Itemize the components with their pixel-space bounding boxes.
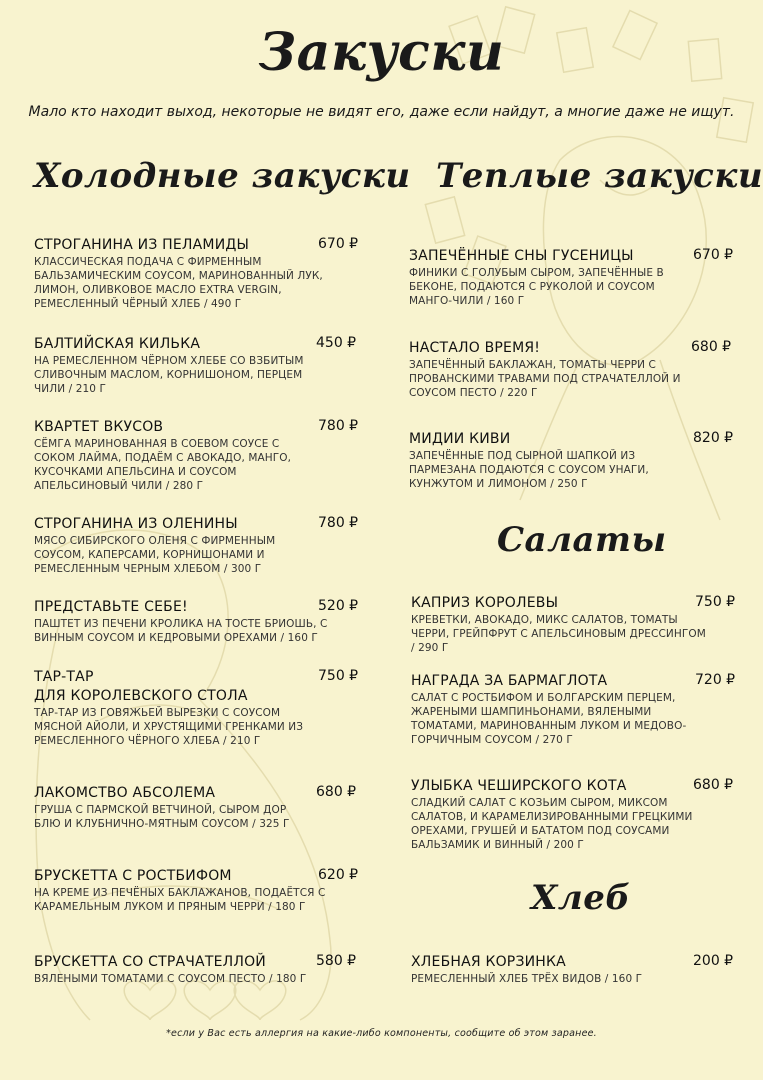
section-heading-cold: Холодные закуски xyxy=(34,156,411,196)
item-name: ПРЕДСТАВЬТЕ СЕБЕ! xyxy=(34,599,188,615)
list-item xyxy=(34,953,314,986)
list-item xyxy=(411,594,711,655)
item-name: УЛЫБКА ЧЕШИРСКОГО КОТА xyxy=(411,778,627,794)
item-price: 680 ₽ xyxy=(691,339,732,355)
list-item xyxy=(411,777,701,852)
item-name: БРУСКЕТТА СО СТРАЧАТЕЛЛОЙ xyxy=(34,954,266,970)
section-heading-bread: Хлеб xyxy=(531,878,631,918)
item-name: БРУСКЕТТА С РОСТБИФОМ xyxy=(34,868,232,884)
item-name-line2: ДЛЯ КОРОЛЕВСКОГО СТОЛА xyxy=(34,688,248,704)
item-name: ТАР-ТАР xyxy=(34,669,94,685)
item-price: 680 ₽ xyxy=(693,777,734,793)
item-description: КРЕВЕТКИ, АВОКАДО, МИКС САЛАТОВ, ТОМАТЫ ЧЕРРИ, ГРЕЙПФРУТ С АПЕЛЬСИНОВЫМ ДРЕССИНГОМ / 290 Г xyxy=(411,614,706,654)
item-description: ГРУША С ПАРМСКОЙ ВЕТЧИНОЙ, СЫРОМ ДОР БЛЮ И КЛУБНИЧНО-МЯТНЫМ СОУСОМ / 325 Г xyxy=(34,804,290,830)
list-item xyxy=(409,339,689,400)
item-description: РЕМЕСЛЕННЫЙ ХЛЕБ ТРЁХ ВИДОВ / 160 Г xyxy=(411,973,643,985)
item-price: 670 ₽ xyxy=(693,247,734,263)
list-item xyxy=(409,430,689,491)
item-name: КВАРТЕТ ВКУСОВ xyxy=(34,419,164,435)
item-name: МИДИИ КИВИ xyxy=(409,431,511,447)
list-item xyxy=(411,672,691,747)
list-item xyxy=(34,598,334,645)
item-name: НАГРАДА ЗА БАРМАГЛОТА xyxy=(411,673,608,689)
list-item xyxy=(34,515,314,576)
item-price: 780 ₽ xyxy=(318,515,359,531)
item-price: 520 ₽ xyxy=(318,598,359,614)
item-description: МЯСО СИБИРСКОГО ОЛЕНЯ С ФИРМЕННЫМ СОУСОМ, КАПЕРСАМИ, КОРНИШОНАМИ И РЕМЕСЛЕННЫМ ЧЕРНЫМ ХЛЕБОМ / 300 Г xyxy=(34,535,276,575)
list-item xyxy=(409,247,689,308)
page-title: Закуски xyxy=(258,22,505,83)
item-price: 670 ₽ xyxy=(318,236,359,252)
item-description: ЗАПЕЧЁННЫЙ БАКЛАЖАН, ТОМАТЫ ЧЕРРИ С ПРОВАНСКИМИ ТРАВАМИ ПОД СТРАЧАТЕЛЛОЙ И СОУСОМ ПЕСТО / 220 Г xyxy=(409,359,681,399)
item-description: ПАШТЕТ ИЗ ПЕЧЕНИ КРОЛИКА НА ТОСТЕ БРИОШЬ, С ВИННЫМ СОУСОМ И КЕДРОВЫМИ ОРЕХАМИ / 160 Г xyxy=(34,618,328,644)
list-item xyxy=(34,335,324,396)
epigraph: Мало кто находит выход, некоторые не видят его, даже если найдут, а многие даже не ищут. xyxy=(28,104,735,120)
item-price: 750 ₽ xyxy=(695,594,736,610)
list-item xyxy=(34,418,304,493)
list-item xyxy=(34,867,334,914)
list-item xyxy=(34,784,304,831)
item-name: НАСТАЛО ВРЕМЯ! xyxy=(409,340,541,356)
item-description: ВЯЛЕНЫМИ ТОМАТАМИ С СОУСОМ ПЕСТО / 180 Г xyxy=(34,973,307,985)
item-description: ТАР-ТАР ИЗ ГОВЯЖЬЕЙ ВЫРЕЗКИ С СОУСОМ МЯСНОЙ АЙОЛИ, И ХРУСТЯЩИМИ ГРЕНКАМИ ИЗ РЕМЕСЛЕННОГО ЧЁРНОГО ХЛЕБА / 210 Г xyxy=(34,707,304,747)
item-price: 450 ₽ xyxy=(316,335,357,351)
item-name: СТРОГАНИНА ИЗ ОЛЕНИНЫ xyxy=(34,516,238,532)
item-description: СЛАДКИЙ САЛАТ С КОЗЬИМ СЫРОМ, МИКСОМ САЛАТОВ, И КАРАМЕЛИЗИРОВАННЫМИ ГРЕЦКИМИ ОРЕХАМИ, ГРУШЕЙ И БАТАТОМ ПОД СОУСАМИ БАЛЬЗАМИК И ВИННЫЙ / 200 Г xyxy=(411,797,693,851)
item-description: ФИНИКИ С ГОЛУБЫМ СЫРОМ, ЗАПЕЧЁННЫЕ В БЕКОНЕ, ПОДАЮТСЯ С РУКОЛОЙ И СОУСОМ МАНГО-ЧИЛИ / 160 Г xyxy=(409,267,664,307)
section-heading-hot: Теплые закуски xyxy=(436,156,763,196)
item-price: 780 ₽ xyxy=(318,418,359,434)
item-price: 200 ₽ xyxy=(693,953,734,969)
item-description: НА КРЕМЕ ИЗ ПЕЧЁНЫХ БАКЛАЖАНОВ, ПОДАЁТСЯ С КАРАМЕЛЬНЫМ ЛУКОМ И ПРЯНЫМ ЧЕРРИ / 180 Г xyxy=(34,887,326,913)
item-name: ЗАПЕЧЁННЫЕ СНЫ ГУСЕНИЦЫ xyxy=(409,248,634,264)
item-price: 720 ₽ xyxy=(695,672,736,688)
item-name: ХЛЕБНАЯ КОРЗИНКА xyxy=(411,954,566,970)
item-description: СЁМГА МАРИНОВАННАЯ В СОЕВОМ СОУСЕ С СОКОМ ЛАЙМА, ПОДАЁМ С АВОКАДО, МАНГО, КУСОЧКАМИ АПЕЛЬСИНА И СОУСОМ АПЕЛЬСИНОВЫЙ ЧИЛИ / 280 Г xyxy=(34,438,292,492)
list-item xyxy=(34,236,324,311)
item-description: САЛАТ С РОСТБИФОМ И БОЛГАРСКИМ ПЕРЦЕМ, ЖАРЕНЫМИ ШАМПИНЬОНАМИ, ВЯЛЕНЫМИ ТОМАТАМИ, МАРИНОВАННЫМ ЛУКОМ И МЕДОВО-ГОРЧИЧНЫМ СОУСОМ / 270 Г xyxy=(411,692,687,746)
item-name: КАПРИЗ КОРОЛЕВЫ xyxy=(411,595,559,611)
list-item xyxy=(411,953,691,986)
item-price: 580 ₽ xyxy=(316,953,357,969)
item-description: НА РЕМЕСЛЕННОМ ЧЁРНОМ ХЛЕБЕ СО ВЗБИТЫМ СЛИВОЧНЫМ МАСЛОМ, КОРНИШОНОМ, ПЕРЦЕМ ЧИЛИ / 210 Г xyxy=(34,355,304,395)
item-price: 680 ₽ xyxy=(316,784,357,800)
list-item xyxy=(34,668,304,748)
item-name: СТРОГАНИНА ИЗ ПЕЛАМИДЫ xyxy=(34,237,250,253)
item-description: ЗАПЕЧЁННЫЕ ПОД СЫРНОЙ ШАПКОЙ ИЗ ПАРМЕЗАНА ПОДАЮТСЯ С СОУСОМ УНАГИ, КУНЖУТОМ И ЛИМОНОМ / 250 Г xyxy=(409,450,649,490)
section-heading-salads: Салаты xyxy=(497,520,667,560)
item-name: БАЛТИЙСКАЯ КИЛЬКА xyxy=(34,336,201,352)
item-price: 820 ₽ xyxy=(693,430,734,446)
item-name: ЛАКОМСТВО АБСОЛЕМА xyxy=(34,785,216,801)
item-price: 750 ₽ xyxy=(318,668,359,684)
allergy-footnote: *если у Вас есть аллергия на какие-либо компоненты, сообщите об этом заранее. xyxy=(166,1028,597,1039)
item-description: КЛАССИЧЕСКАЯ ПОДАЧА С ФИРМЕННЫМ БАЛЬЗАМИЧЕСКИМ СОУСОМ, МАРИНОВАННЫЙ ЛУК, ЛИМОН, ОЛИВКОВОЕ МАСЛО EXTRA VERGIN, РЕМЕСЛЕННЫЙ ЧЁРНЫЙ ХЛЕБ / 490 Г xyxy=(34,256,323,310)
item-price: 620 ₽ xyxy=(318,867,359,883)
